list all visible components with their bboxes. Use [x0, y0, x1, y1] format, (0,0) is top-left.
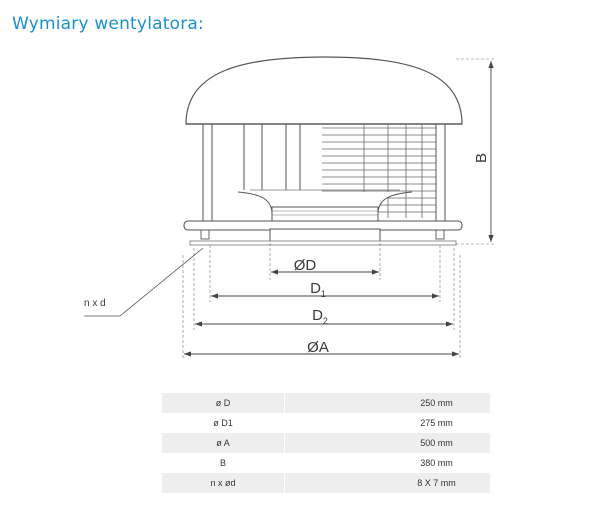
table-row [162, 413, 490, 433]
spec-label: ø D1 [162, 413, 285, 433]
table-row [162, 433, 490, 453]
spec-label: ø A [162, 433, 285, 453]
table-row [162, 453, 490, 473]
spec-label: ø D [162, 393, 285, 413]
fan-dome [186, 57, 462, 124]
table-row [162, 473, 490, 493]
label-a: ØA [307, 339, 329, 356]
specs-table [162, 393, 490, 493]
spec-value: 380 mm [285, 453, 491, 473]
label-b: B [473, 152, 490, 164]
label-nxd: n x d [84, 298, 106, 309]
table-row [162, 393, 490, 413]
label-d2: $D_2$ [312, 307, 328, 326]
spec-value: 250 mm [285, 393, 491, 413]
label-d1: $D_1$ [310, 280, 326, 299]
page-title: Wymiary wentylatora: [12, 14, 204, 34]
spec-label: B [162, 453, 285, 473]
spec-value: 500 mm [285, 433, 491, 453]
spec-label: n x ød [162, 473, 285, 493]
spec-value: 275 mm [285, 413, 491, 433]
spec-value: 8 X 7 mm [285, 473, 491, 493]
label-d: ØD [293, 257, 317, 274]
